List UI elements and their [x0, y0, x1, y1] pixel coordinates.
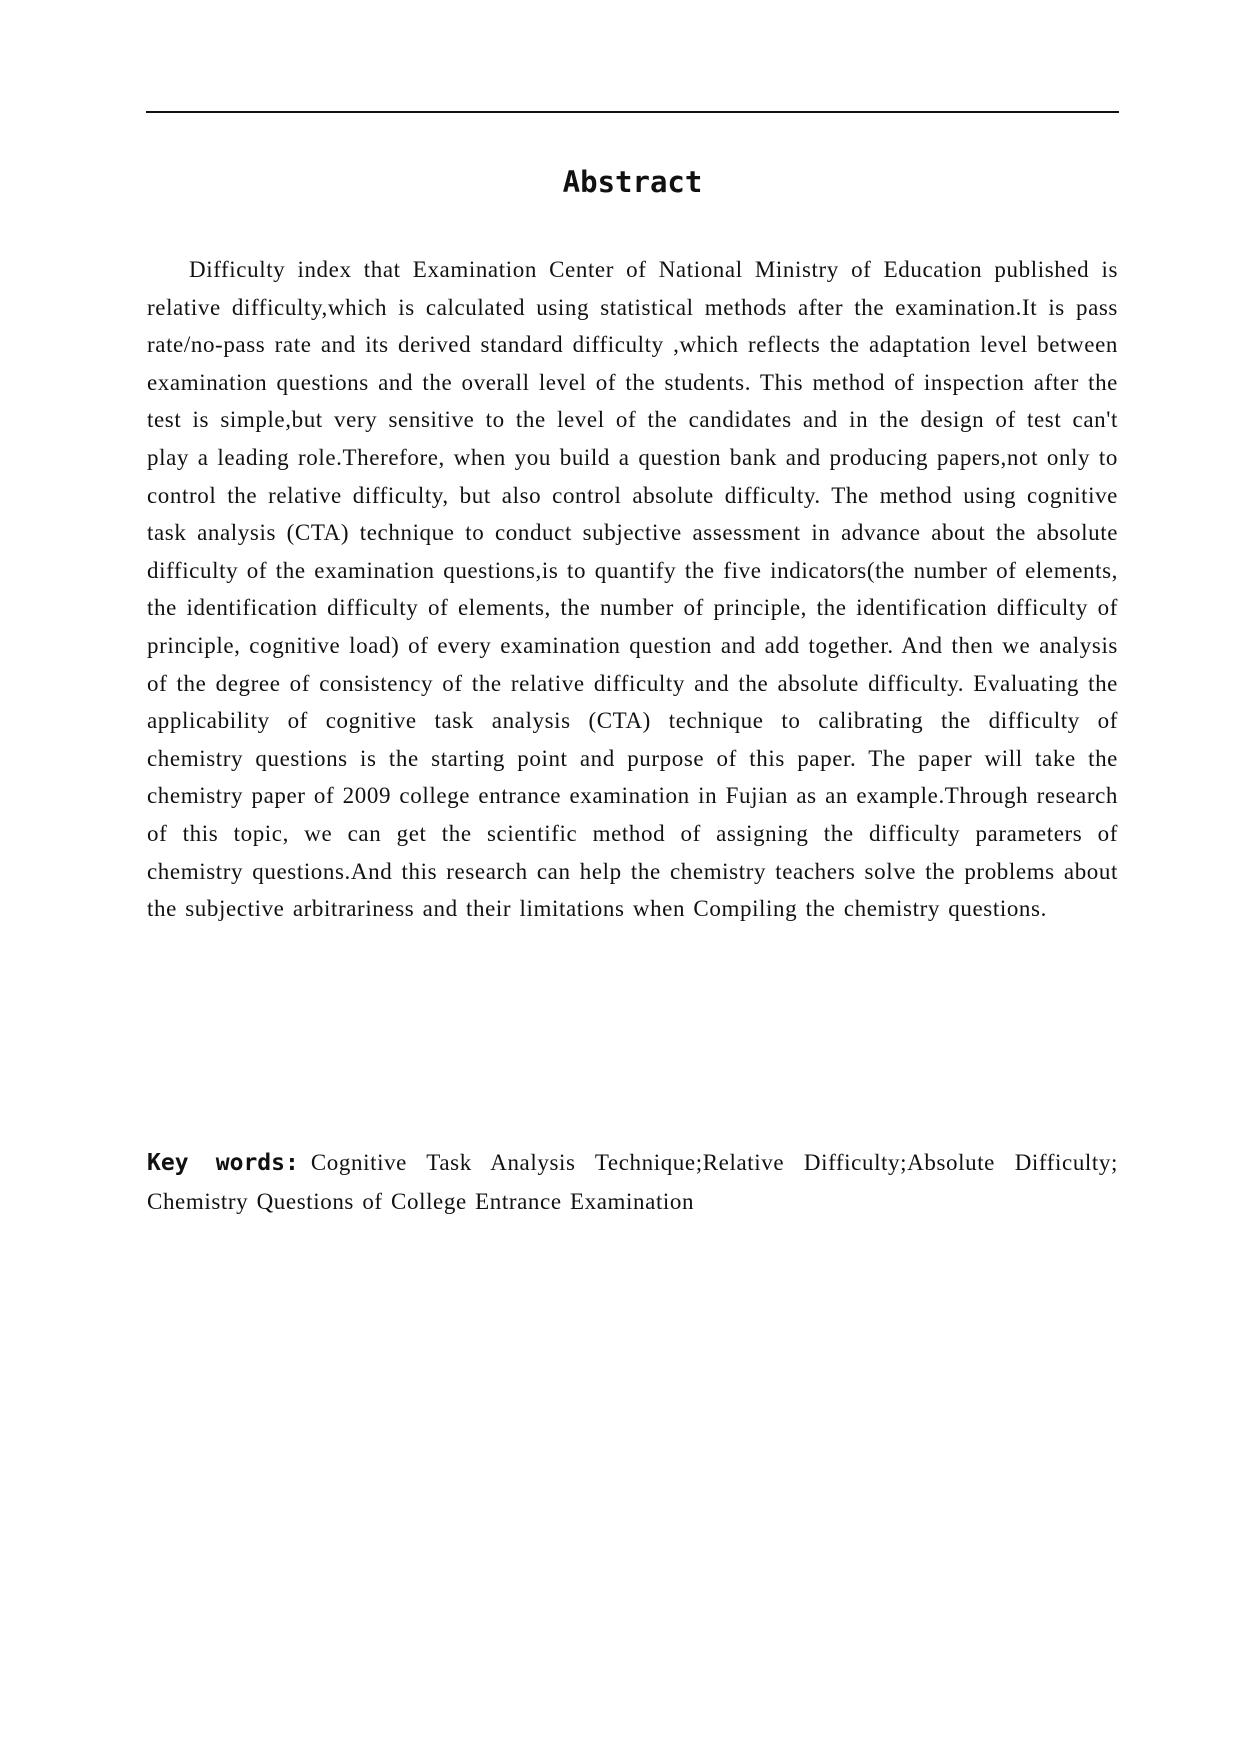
keywords-section	[147, 1144, 1118, 1220]
keywords-label: Key words:	[147, 1150, 299, 1176]
abstract-title: Abstract	[562, 165, 703, 199]
header-rule	[146, 111, 1119, 113]
keywords-text: Cognitive Task Analysis Technique;Relative Difficulty;Absolute Difficulty; Chemistry Questions of College Entrance Examination	[147, 1150, 1118, 1214]
abstract-body: Difficulty index that Examination Center of National Ministry of Education published is relative difficulty,which is calculated using statistical methods after the examination.It is pass rate/no-pass rate and its derived standard difficulty ,which reflects the adaptation level between examination questions and the overall level of the students. This method of inspection after the test is simple,but very sensitive to the level of the candidates and in the design of test can't play a leading role.Therefore, when you build a question bank and producing papers,not only to control the relative difficulty, but also control absolute difficulty. The method using cognitive task analysis (CTA) technique to conduct subjective assessment in advance about the absolute difficulty of the examination questions,is to quantify the five indicators(the number of elements, the identification difficulty of elements, the number of principle, the identification difficulty of principle, cognitive load) of every examination question and add together. And then we analysis of the degree of consistency of the relative difficulty and the absolute difficulty. Evaluating the applicability of cognitive task analysis (CTA) technique to calibrating the difficulty of chemistry questions is the starting point and purpose of this paper. The paper will take the chemistry paper of 2009 college entrance examination in Fujian as an example.Through research of this topic, we can get the scientific method of assigning the difficulty parameters of chemistry questions.And this research can help the chemistry teachers solve the problems about the subjective arbitrariness and their limitations when Compiling the chemistry questions.	[147, 257, 1118, 922]
